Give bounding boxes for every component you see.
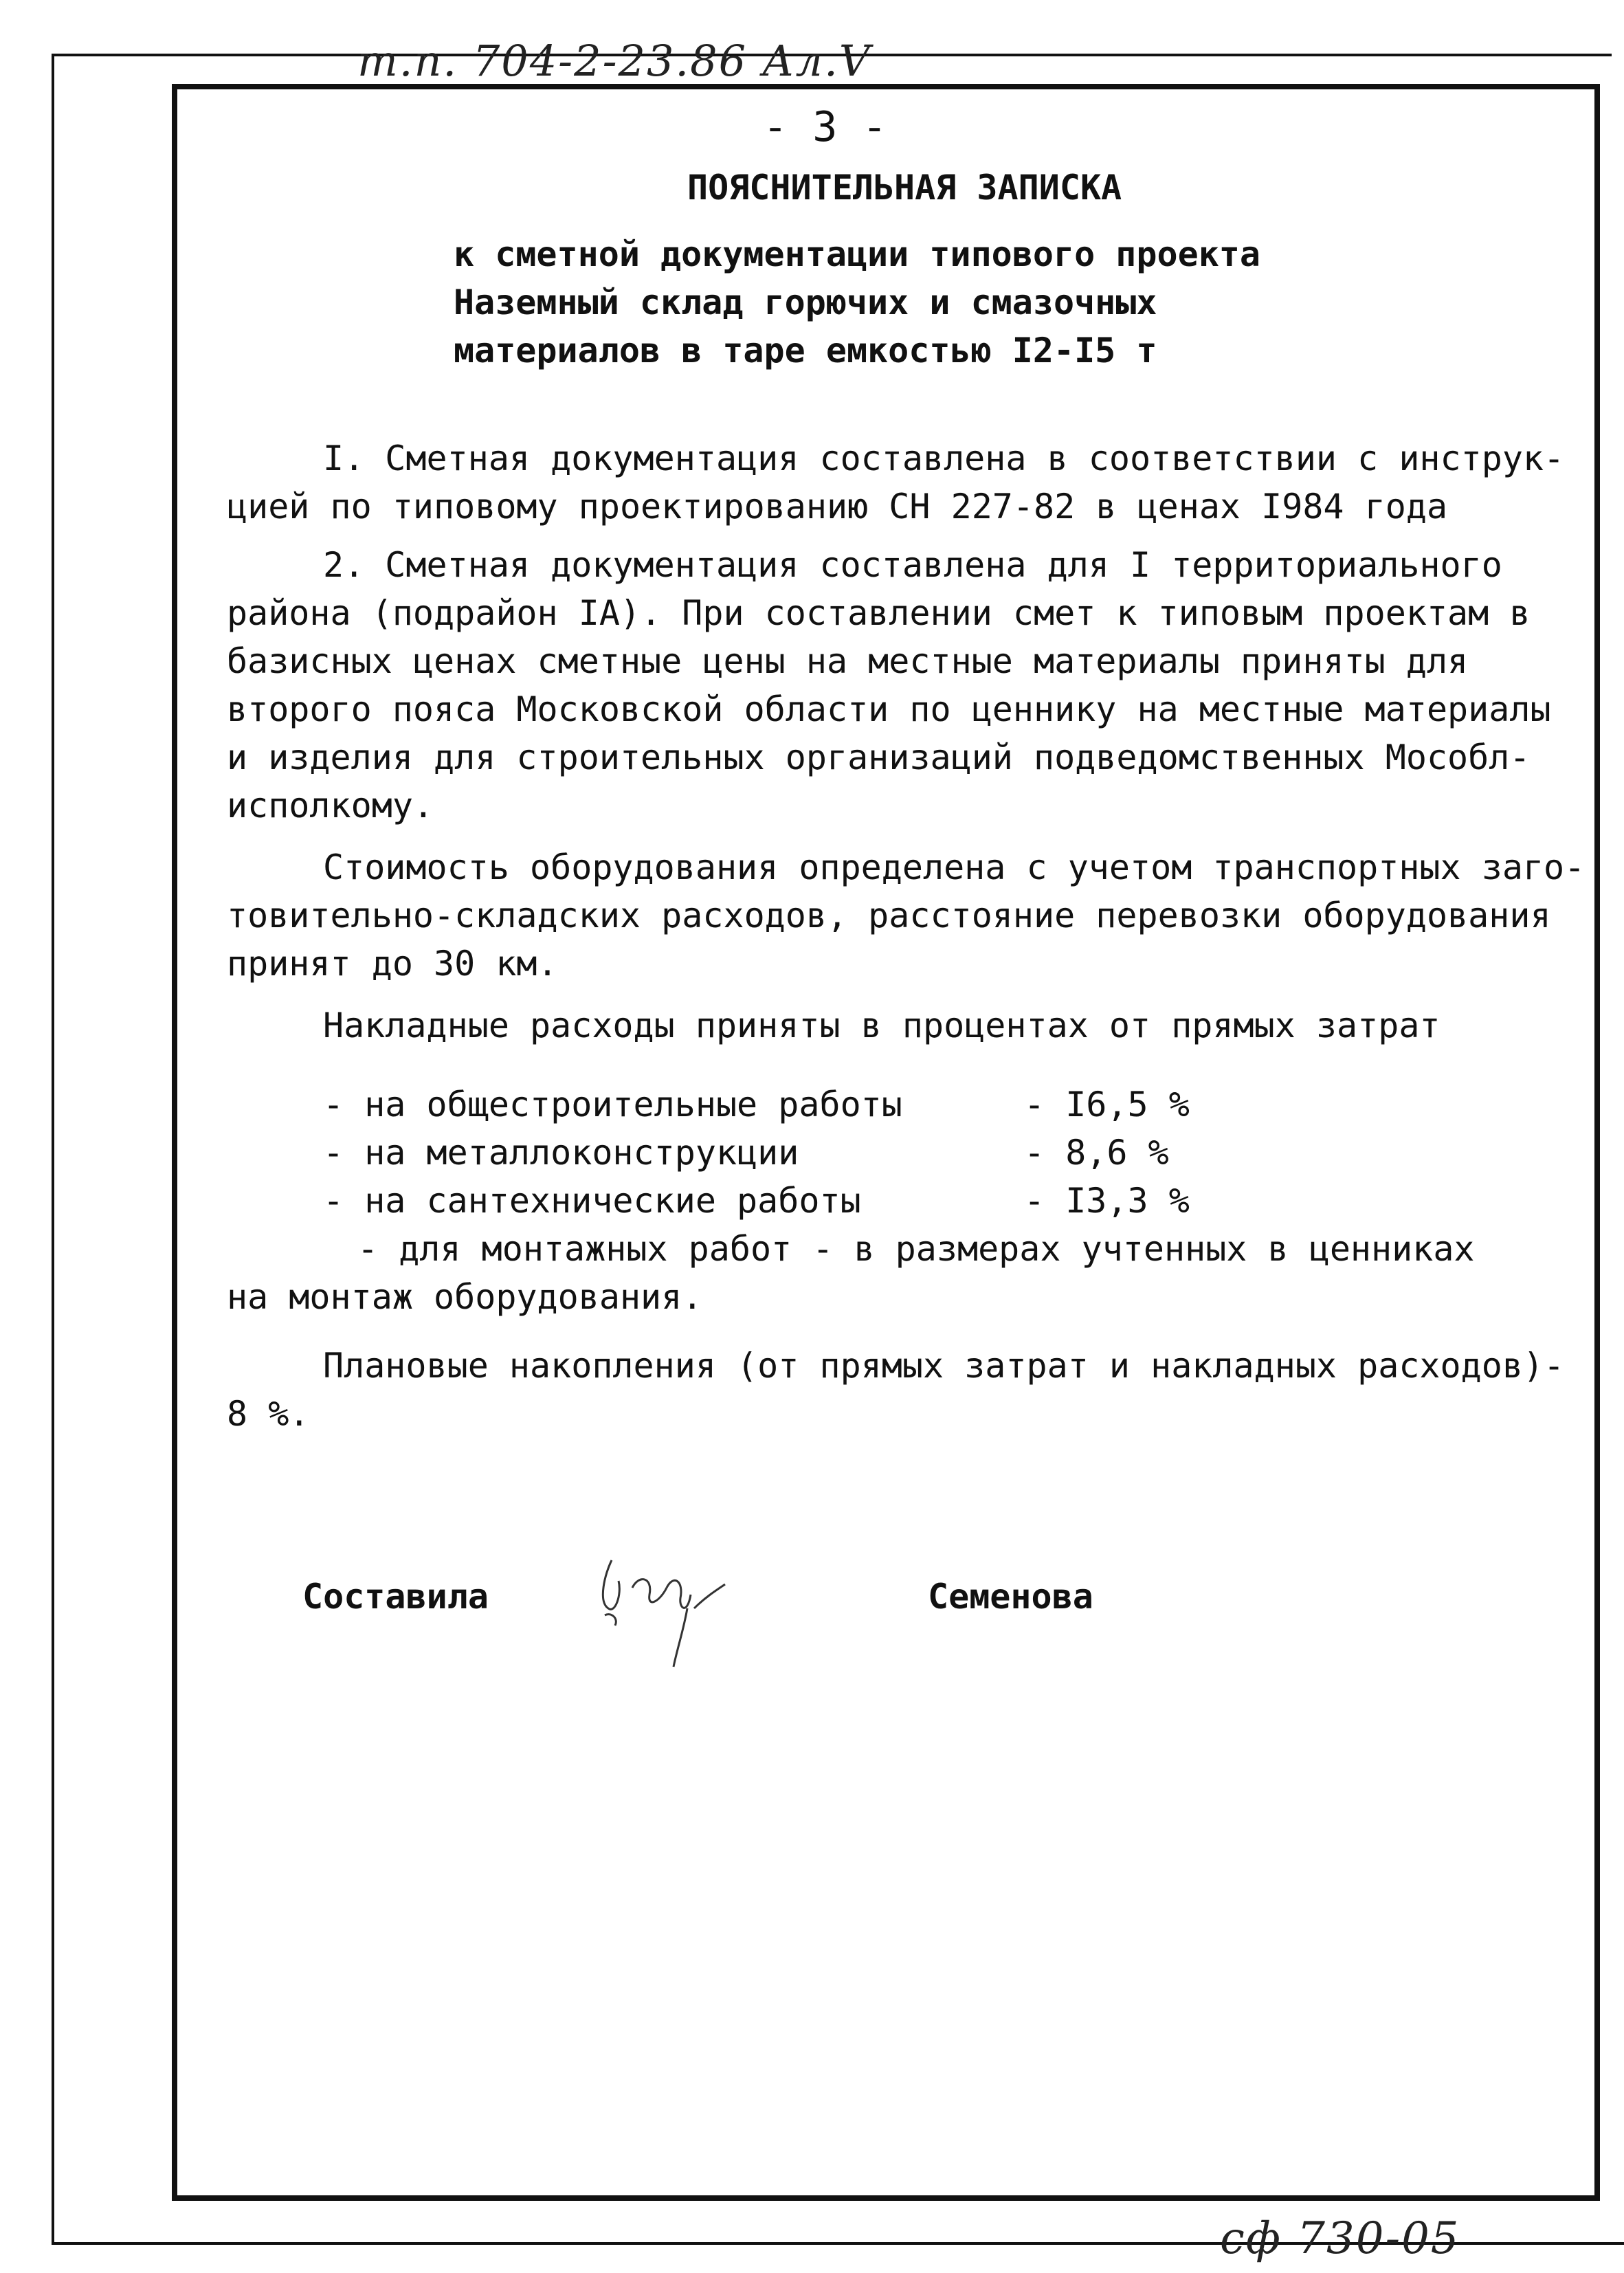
paragraph-line: базисных ценах сметные цены на местные материалы приняты для — [227, 641, 1469, 681]
overhead-label: - на общестроительные работы — [323, 1085, 902, 1124]
compiled-by-label: Составила — [302, 1577, 489, 1617]
paragraph-line: цией по типовому проектированию СН 227-82 в ценах I984 года — [227, 487, 1448, 526]
overhead-label: - на сантехнические работы — [323, 1181, 861, 1221]
overhead-label: - на металлоконструкции — [323, 1133, 799, 1173]
signature-image — [584, 1533, 763, 1670]
compiled-by-name: Семенова — [928, 1577, 1093, 1617]
document-code-top: т.п. 704-2-23.86 Ал.V — [357, 36, 871, 86]
page-number: - 3 - — [763, 103, 887, 151]
paragraph-line: района (подрайон IA). При составлении смет к типовым проектам в — [227, 593, 1531, 633]
paragraph-line: Плановые накопления (от прямых затрат и накладных расходов)- — [323, 1346, 1565, 1386]
subtitle-line: материалов в таре емкостью I2-I5 т — [454, 331, 1157, 370]
subtitle-line: Наземный склад горючих и смазочных — [454, 282, 1157, 322]
paragraph-line: Стоимость оборудования определена с учетом транспортных заго- — [323, 847, 1586, 887]
paragraph-line: на монтаж оборудования. — [227, 1277, 703, 1317]
overhead-value: - 8,6 % — [1024, 1133, 1169, 1173]
paragraph-line: товительно-складских расходов, расстояние перевозки оборудования — [227, 896, 1551, 935]
overhead-value: - I6,5 % — [1024, 1085, 1190, 1124]
document-code-bottom: сф 730-05 — [1220, 2213, 1460, 2264]
paragraph-line: Накладные расходы приняты в процентах от прямых затрат — [323, 1006, 1441, 1045]
paragraph-line: принят до 30 км. — [227, 944, 558, 984]
page-title: ПОЯСНИТЕЛЬНАЯ ЗАПИСКА — [687, 168, 1122, 208]
paragraph-line: 8 %. — [227, 1394, 310, 1434]
subtitle-line: к сметной документации типового проекта — [454, 234, 1260, 274]
overhead-value: - I3,3 % — [1024, 1181, 1190, 1221]
paragraph-line: I. Сметная документация составлена в соответствии с инструк- — [323, 439, 1565, 478]
paragraph-line: и изделия для строительных организаций подведомственных Мособл- — [227, 738, 1531, 777]
outer-frame-left-line — [52, 54, 54, 2243]
paragraph-line: второго пояса Московской области по ценнику на местные материалы — [227, 689, 1551, 729]
paragraph-line: - для монтажных работ - в размерах учтенных в ценниках — [357, 1229, 1475, 1269]
paragraph-line: исполкому. — [227, 786, 434, 825]
paragraph-line: 2. Сметная документация составлена для I территориального — [323, 545, 1502, 585]
